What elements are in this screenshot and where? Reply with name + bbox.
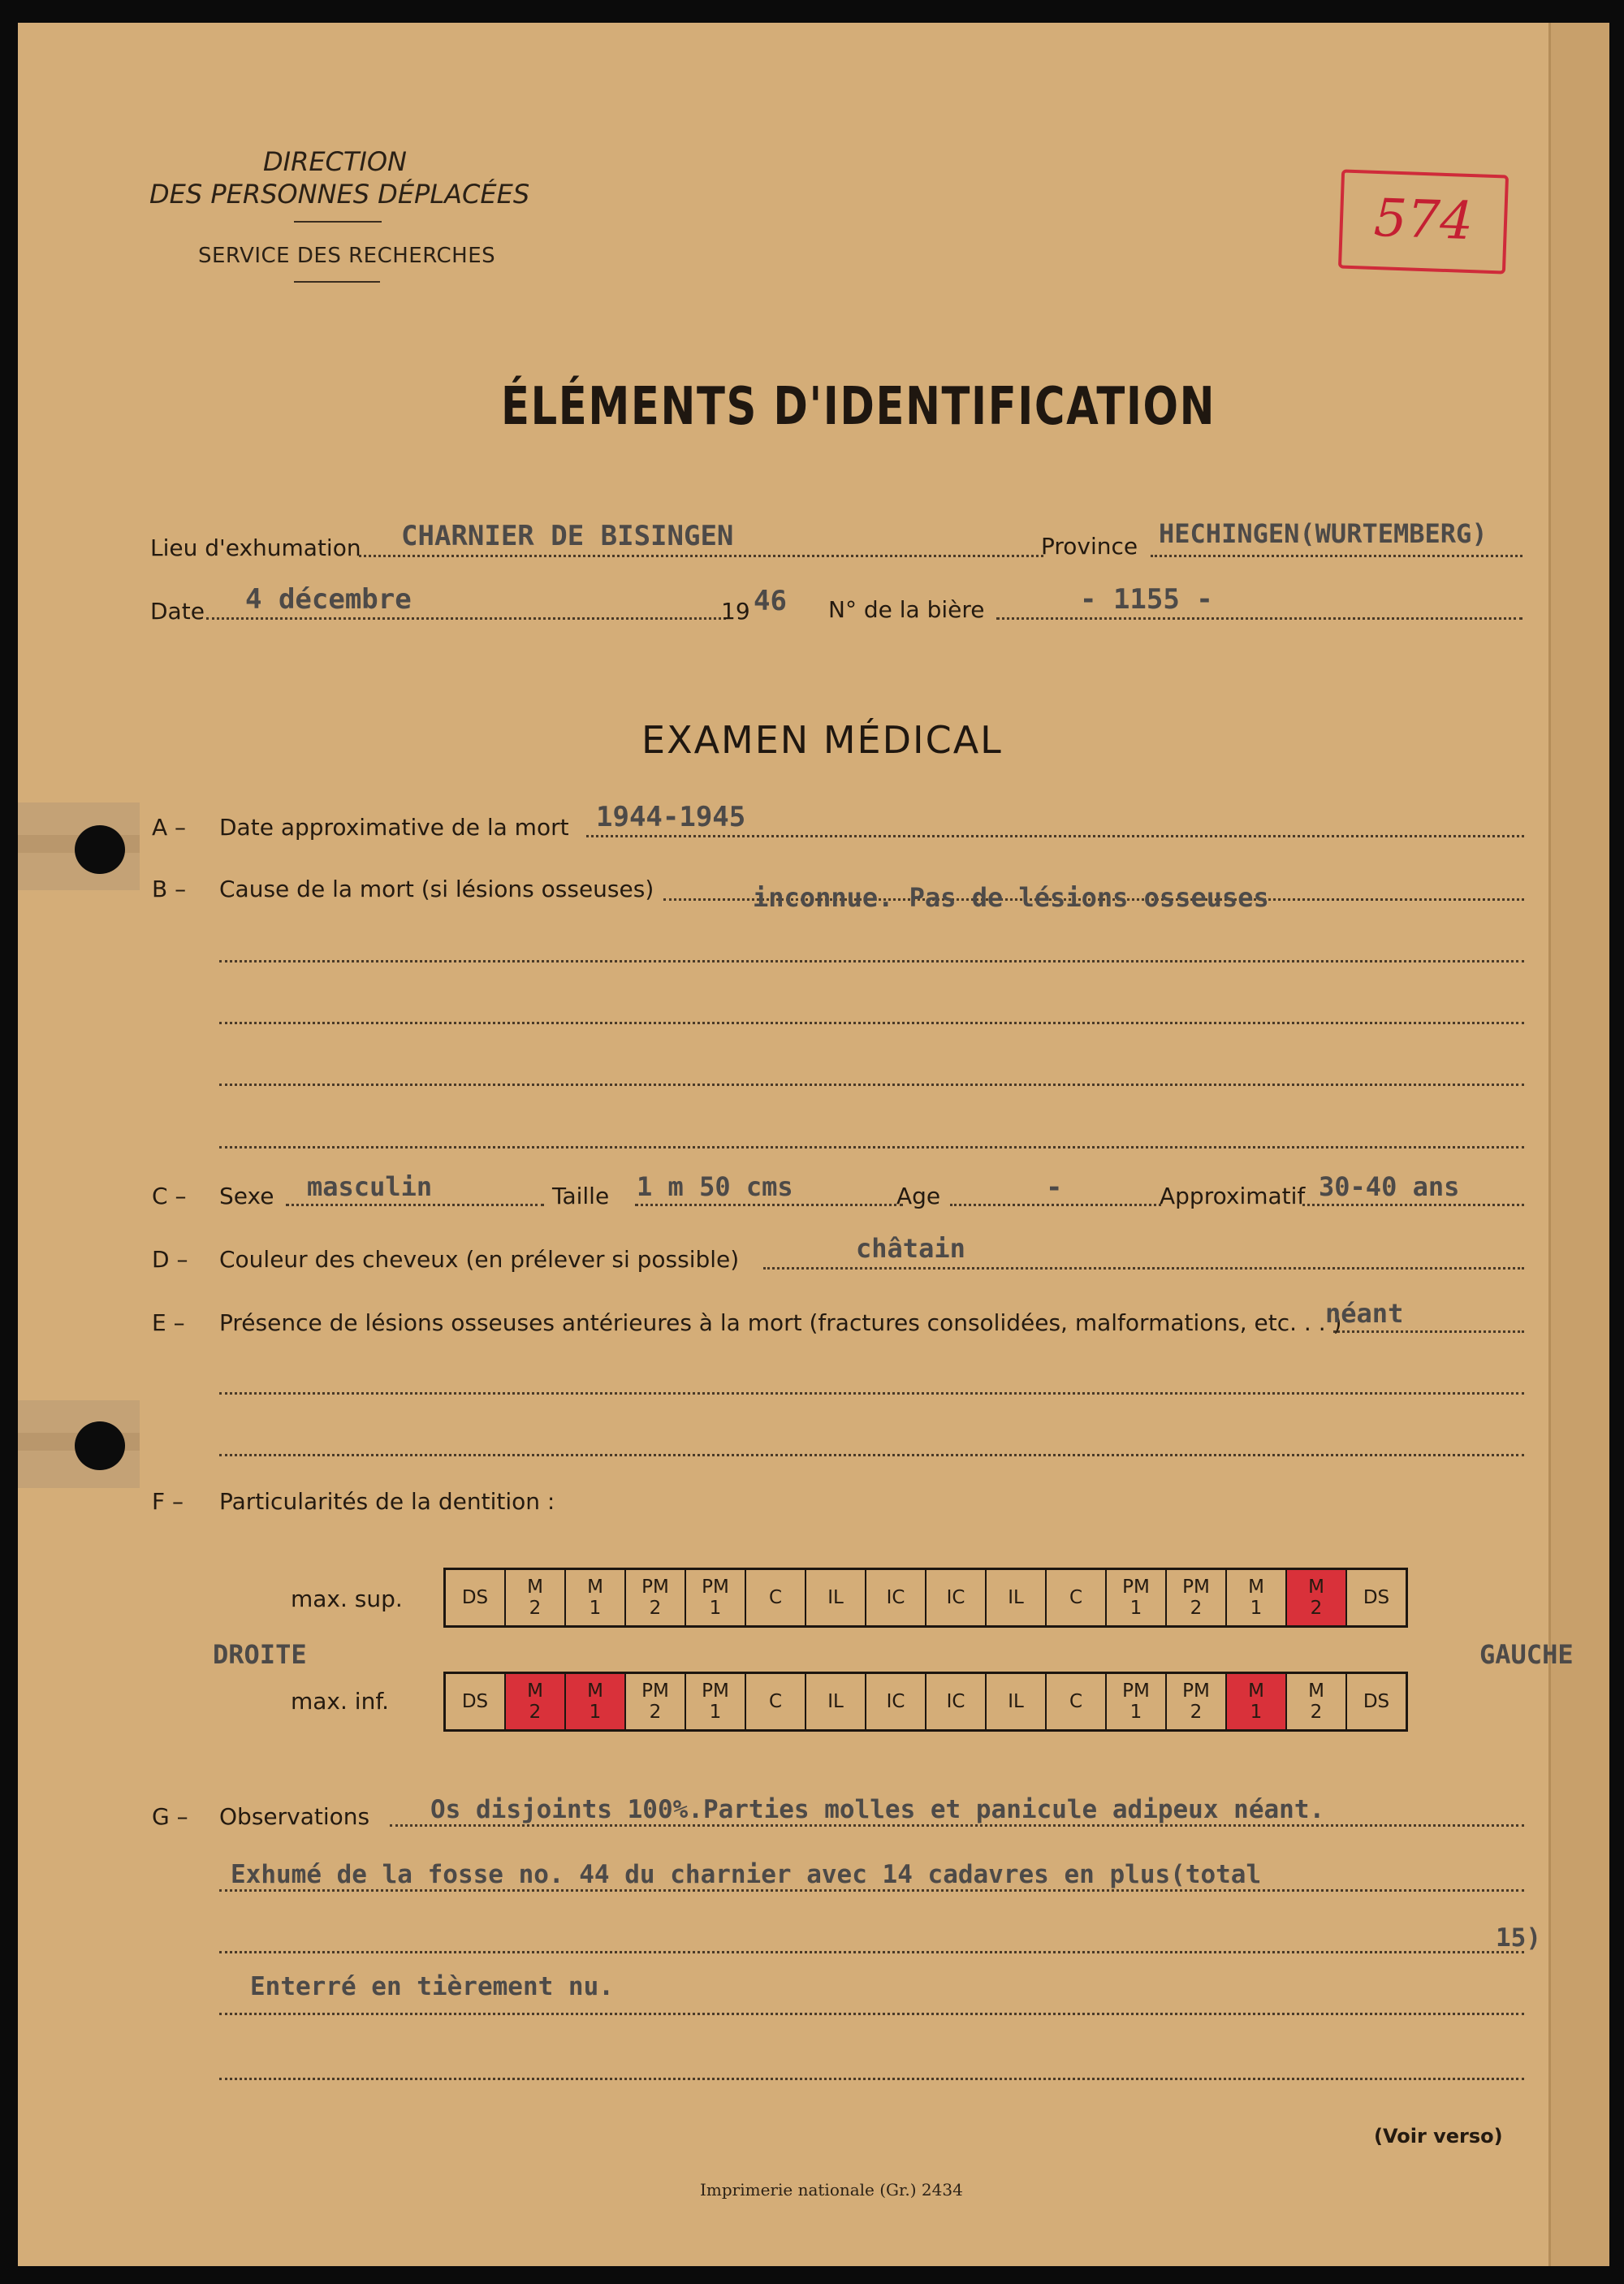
approx-value: 30-40 ans [1319,1171,1460,1202]
upper-tooth-m1 [565,1569,625,1627]
lower-tooth-pm1 [685,1673,745,1731]
g-line-5 [219,2078,1524,2080]
upper-tooth-m2 [1286,1569,1346,1627]
tooth-number: 2 [1190,1702,1203,1723]
approx-label: Approximatif [1160,1183,1306,1209]
header-direction: DIRECTION [263,146,407,177]
lower-teeth-chart [443,1672,1408,1732]
lower-tooth-c [1046,1673,1106,1731]
gauche-label: GAUCHE [1479,1639,1574,1670]
a-value: 1944-1945 [596,801,746,833]
b-line-2 [219,960,1524,962]
tooth-type: DS [461,1691,489,1712]
g-line-1 [390,1824,1524,1827]
age-line [950,1204,1161,1206]
lieu-label: Lieu d'exhumation [150,534,361,561]
g-line-4 [219,2013,1524,2015]
lower-tooth-pm1 [1106,1673,1166,1731]
tooth-number: 1 [1129,1598,1142,1619]
approx-line [1302,1204,1524,1206]
tooth-type: DS [1363,1587,1390,1608]
tooth-number: 2 [529,1702,542,1723]
d-value: châtain [856,1233,965,1264]
e-line-3 [219,1454,1524,1456]
tooth-type: IC [946,1587,965,1608]
upper-tooth-ic [926,1569,986,1627]
tooth-number: 2 [1310,1702,1323,1723]
sexe-label: Sexe [219,1183,274,1209]
tooth-type: PM [641,1577,669,1598]
biere-label: N° de la bière [828,596,985,623]
header-service: SERVICE DES RECHERCHES [198,244,496,268]
upper-tooth-c [1046,1569,1106,1627]
tooth-type: M [1308,1577,1324,1598]
f-letter: F – [152,1488,184,1515]
tooth-number: 2 [649,1598,662,1619]
e-label: Présence de lésions osseuses antérieures à la mort (fractures consolidées, malformations, etc. . . ) [219,1309,1342,1336]
tooth-type: M [587,1681,603,1702]
lower-tooth-m2 [1286,1673,1346,1731]
header-rule [294,221,382,223]
e-value: néant [1325,1298,1404,1329]
upper-tooth-ds [445,1569,506,1627]
d-letter: D – [152,1246,188,1273]
g-label: Observations [219,1803,370,1830]
upper-tooth-m2 [505,1569,565,1627]
tooth-type: IL [827,1587,844,1608]
tooth-type: M [1248,1681,1264,1702]
taille-line [635,1204,903,1206]
tooth-number: 1 [1250,1702,1263,1723]
tooth-type: PM [641,1681,669,1702]
b-line-4 [219,1084,1524,1086]
a-label: Date approximative de la mort [219,814,569,841]
imprimerie-nationale: Imprimerie nationale (Gr.) 2434 [700,2180,963,2200]
date-line [206,617,726,620]
b-label: Cause de la mort (si lésions osseuses) [219,876,654,902]
a-line [586,835,1524,837]
b-line-5 [219,1146,1524,1148]
upper-tooth-pm1 [1106,1569,1166,1627]
upper-tooth-pm2 [625,1569,685,1627]
form-page [18,23,1609,2266]
tooth-number: 2 [1310,1598,1323,1619]
sexe-value: masculin [307,1171,433,1202]
upper-teeth-chart [443,1568,1408,1628]
e-letter: E – [152,1309,185,1336]
header-rule [294,281,380,283]
g-value-2b: 15) [1496,1923,1541,1953]
province-line [1151,555,1522,557]
biere-line [996,617,1522,620]
lower-tooth-pm2 [625,1673,685,1731]
tooth-type: IL [1008,1691,1024,1712]
e-line [1333,1330,1524,1333]
tooth-type: DS [461,1587,489,1608]
stamp-number: 574 [1372,188,1475,253]
age-label: Age [896,1183,941,1209]
red-number-stamp [1338,169,1509,274]
g-value-3: Enterré en tièrement nu. [250,1972,614,2001]
f-label: Particularités de la dentition : [219,1488,555,1515]
droite-label: DROITE [213,1639,307,1670]
g-value-1: Os disjoints 100%.Parties molles et panicule adipeux néant. [430,1795,1325,1824]
page-title: ÉLÉMENTS D'IDENTIFICATION [501,377,1216,437]
tooth-number: 2 [529,1598,542,1619]
tooth-type: PM [1122,1681,1150,1702]
examen-heading: EXAMEN MÉDICAL [641,718,1003,762]
b-letter: B – [152,876,187,902]
tooth-type: IC [946,1691,965,1712]
tooth-type: M [587,1577,603,1598]
d-label: Couleur des cheveux (en prélever si possible) [219,1246,740,1273]
b-value: inconnue. Pas de lésions osseuses [753,882,1269,913]
lower-tooth-m2 [505,1673,565,1731]
lower-tooth-ic [866,1673,926,1731]
upper-tooth-m1 [1226,1569,1286,1627]
tooth-type: DS [1363,1691,1390,1712]
tooth-type: PM [1122,1577,1150,1598]
lower-tooth-il [806,1673,866,1731]
tooth-type: C [768,1587,783,1608]
tooth-type: M [1308,1681,1324,1702]
max-sup-label: max. sup. [291,1585,403,1612]
date-label: Date [150,598,205,625]
punch-hole [75,1421,125,1470]
tooth-type: PM [702,1681,729,1702]
tooth-type: IC [886,1587,905,1608]
tooth-number: 1 [589,1702,602,1723]
header-personnes: DES PERSONNES DÉPLACÉES [149,179,530,210]
page-edge [1548,23,1609,2266]
lower-tooth-ds [1346,1673,1407,1731]
g-line-3 [219,1951,1524,1953]
sexe-line [286,1204,544,1206]
lower-tooth-il [986,1673,1046,1731]
upper-tooth-c [745,1569,806,1627]
g-line-2 [219,1889,1524,1892]
tooth-type: IC [886,1691,905,1712]
a-letter: A – [152,814,187,841]
tooth-type: PM [702,1577,729,1598]
b-line-3 [219,1022,1524,1024]
tooth-type: C [768,1691,783,1712]
tooth-type: M [1248,1577,1264,1598]
g-value-2: Exhumé de la fosse no. 44 du charnier avec 14 cadavres en plus(total [231,1860,1262,1889]
max-inf-label: max. inf. [291,1688,390,1715]
lower-tooth-c [745,1673,806,1731]
tooth-type: C [1069,1587,1083,1608]
lower-tooth-ds [445,1673,506,1731]
lower-tooth-m1 [1226,1673,1286,1731]
lieu-line [359,555,1043,557]
taille-value: 1 m 50 cms [637,1171,793,1202]
province-value: HECHINGEN(WURTEMBERG) [1159,518,1488,549]
tooth-type: PM [1182,1577,1210,1598]
province-label: Province [1041,533,1138,560]
tooth-number: 1 [1129,1702,1142,1723]
tooth-type: IL [1008,1587,1024,1608]
tooth-number: 2 [649,1702,662,1723]
punch-hole [75,825,125,874]
date-value: 4 décembre [245,583,412,616]
upper-tooth-ic [866,1569,926,1627]
tooth-number: 1 [709,1702,722,1723]
year-prefix: 19 [721,598,750,625]
tooth-type: C [1069,1691,1083,1712]
upper-tooth-ds [1346,1569,1407,1627]
taille-label: Taille [552,1183,610,1209]
year-suffix: 46 [754,585,787,617]
tooth-number: 1 [1250,1598,1263,1619]
lower-tooth-ic [926,1673,986,1731]
tooth-type: M [527,1577,543,1598]
upper-tooth-il [806,1569,866,1627]
voir-verso: (Voir verso) [1374,2125,1503,2148]
e-line-2 [219,1392,1524,1395]
g-letter: G – [152,1803,188,1830]
tooth-type: M [527,1681,543,1702]
upper-tooth-pm1 [685,1569,745,1627]
tooth-number: 1 [709,1598,722,1619]
d-line [763,1267,1524,1270]
upper-tooth-pm2 [1166,1569,1226,1627]
tooth-type: IL [827,1691,844,1712]
lower-tooth-m1 [565,1673,625,1731]
age-value: - [1046,1171,1063,1204]
biere-value: - 1155 - [1080,583,1213,616]
c-letter: C – [152,1183,187,1209]
lieu-value: CHARNIER DE BISINGEN [401,520,734,552]
tooth-number: 2 [1190,1598,1203,1619]
tooth-number: 1 [589,1598,602,1619]
lower-tooth-pm2 [1166,1673,1226,1731]
upper-tooth-il [986,1569,1046,1627]
tooth-type: PM [1182,1681,1210,1702]
